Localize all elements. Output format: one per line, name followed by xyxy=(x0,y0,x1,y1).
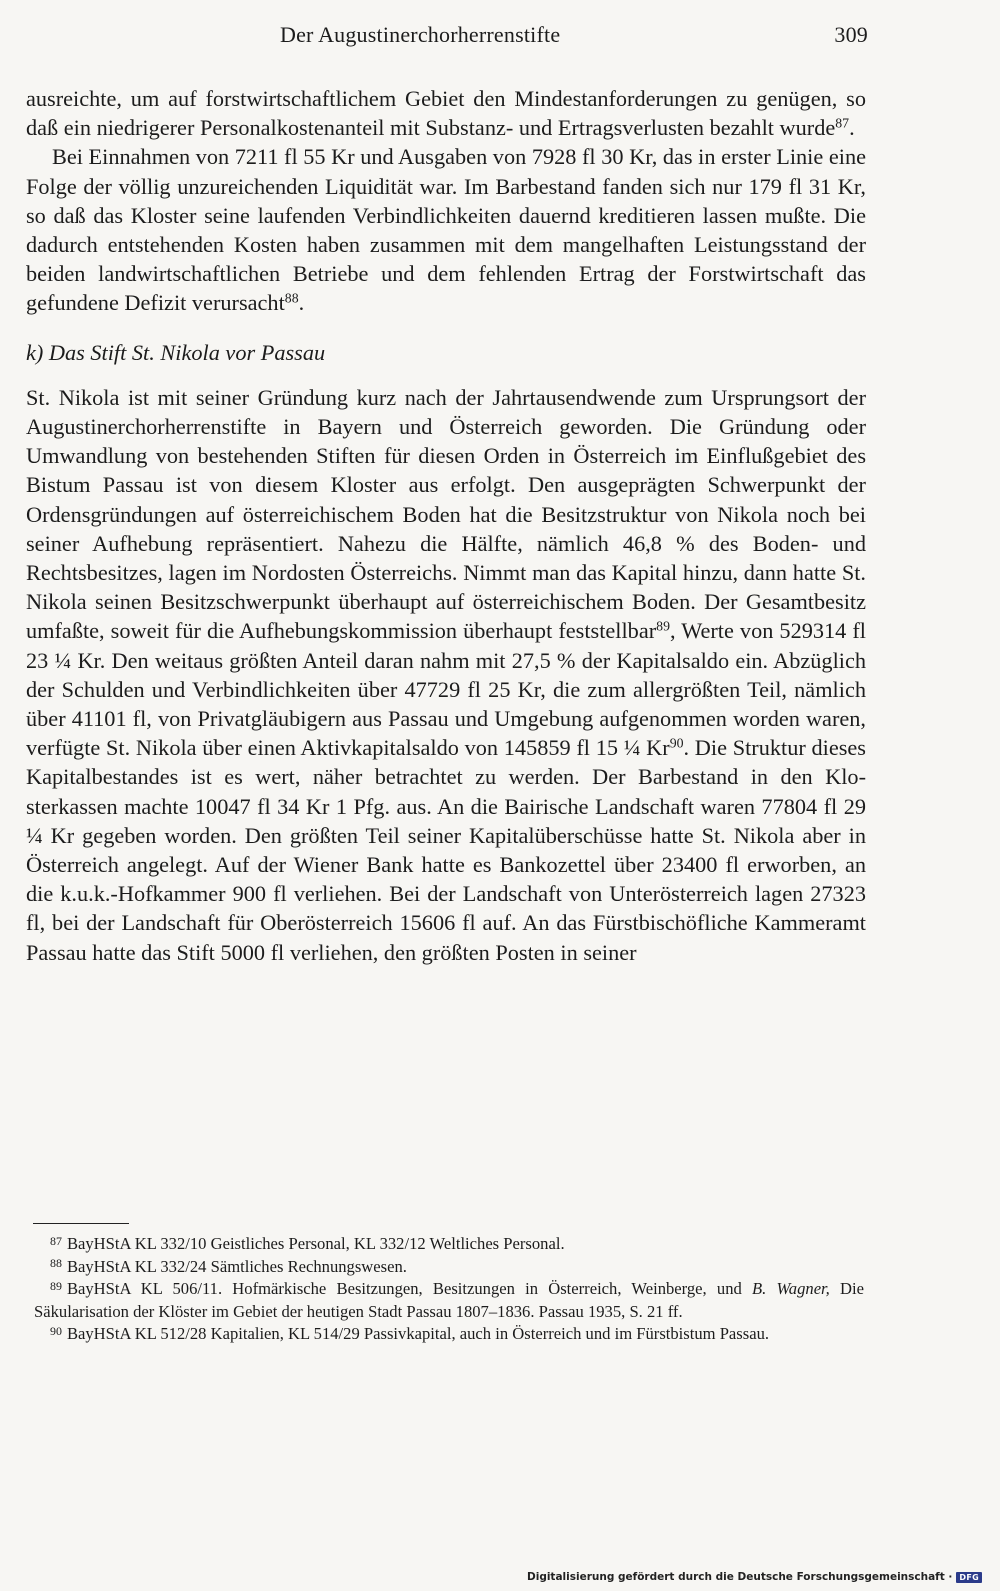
paragraph xyxy=(26,84,866,142)
footnote xyxy=(34,1256,864,1279)
page-number: 309 xyxy=(834,22,868,47)
footnote-number: 89 xyxy=(50,1279,62,1294)
footnote-ref: 89 xyxy=(656,618,670,634)
footnote-author: B. Wagner, xyxy=(752,1279,830,1299)
footnote-text: Die Säkularisation der Klöster im Gebiet der heutigen Stadt Passau 1807–1836. Passau 1935, S. 21 ff. xyxy=(34,1279,864,1321)
paragraph-text: Bei Einnahmen von 7211 fl 55 Kr und Ausgaben von 7928 fl 30 Kr, das in erster Linie eine Folge der völlig unzureichenden Liquidität war. Im Barbestand fanden sich nur 179 fl 31 Kr, so daß das Kloster seine laufenden Verbindlichkeiten dauernd kreditieren lassen mußte. Die dadurch entstehenden Kosten haben zusammen mit dem mangelhaften Leistungsstand der beiden landwirtschaftlichen Betriebe und dem fehlenden Ertrag der Forstwirtschaft das gefundene Defizit verursacht xyxy=(26,144,866,316)
paragraph-text: . Die Struktur dieses Kapitalbestandes ist es wert, näher betrachtet zu werden. Der Barbestand in den Klosterkassen machte 10047 fl 34 Kr 1 Pfg. aus. An die Bairische Landschaft waren 77804 fl 29 ¼ Kr gegeben worden. Den größten Teil seiner Kapitalüberschüsse hatte St. Nikola aber in Österreich angelegt. Auf der Wiener Bank hatte es Bankozettel über 23400 fl erworben, an die k.u.k.-Hofkammer 900 fl verliehen. Bei der Landschaft von Unterösterreich lagen 27323 fl, bei der Landschaft für Oberösterreich 15606 fl auf. An das Fürstbischöfliche Kammeramt Passau hatte das Stift 5000 fl verliehen, den größten Posten in seiner xyxy=(26,735,866,965)
credit-text: Digitalisierung gefördert durch die Deutsche Forschungsgemeinschaft · xyxy=(527,1571,953,1583)
paragraph xyxy=(26,142,866,317)
paragraph-text: . xyxy=(298,290,305,316)
paragraph-text: , Werte von 529314 fl 23 ¼ Kr. Den weitaus größten Anteil daran nahm mit 27,5 % der Kapitalsaldo ein. Abzüglich der Schulden und Verbindlichkeiten über 47729 fl 25 Kr, die zum allergrößten Teil, nämlich über 41101 fl, von Privatgläubigern aus Passau und Umgebung aufgenommen worden waren, verfügte St. Nikola über einen Aktivkapitalsaldo von 145859 fl 15 ¼ Kr xyxy=(26,618,866,761)
paragraph-text: ausreichte, um auf forstwirtschaftlichem Gebiet den Mindestanforderungen zu genügen, so daß ein niedrigerer Personalkostenanteil mit Substanz- und Ertragsverlusten bezahlt wurde xyxy=(26,86,866,141)
footnote-text: BayHStA KL 506/11. Hofmärkische Besitzungen, Besitzungen in Österreich, Weinberge, und xyxy=(66,1279,753,1299)
paragraph xyxy=(26,383,866,967)
footnote-text: BayHStA KL 332/24 Sämtliches Rechnungswesen. xyxy=(66,1256,407,1276)
footnotes xyxy=(34,1233,864,1346)
paragraph-text: . xyxy=(849,115,855,141)
dfg-logo-icon: DFG xyxy=(956,1572,982,1583)
footnote-divider xyxy=(33,1223,129,1224)
footnote-number: 88 xyxy=(50,1256,62,1271)
footnote xyxy=(34,1323,864,1346)
section-heading: k) Das Stift St. Nikola vor Passau xyxy=(26,339,326,365)
footnote xyxy=(34,1278,864,1323)
footnote-ref: 88 xyxy=(284,290,299,306)
footnote-number: 90 xyxy=(50,1324,62,1339)
running-head-title: Der Augustinerchorherrenstifte xyxy=(280,22,561,47)
footnote-number: 87 xyxy=(50,1233,62,1248)
body-text xyxy=(26,84,866,967)
footnote-ref: 87 xyxy=(835,115,850,131)
footnote-text: BayHStA KL 512/28 Kapitalien, KL 514/29 Passivkapital, auch in Österreich und im Fürstbistum Passau. xyxy=(66,1324,770,1344)
footnote xyxy=(34,1233,864,1256)
paragraph-text: St. Nikola ist mit seiner Gründung kurz nach der Jahrtausendwende zum Ursprungsort der Augustinerchorherrenstifte in Bayern und Österreich geworden. Die Gründung oder Umwandlung von bestehenden Stiften für diesen Orden in Österreich im Einflußgebiet des Bistum Passau ist von diesem Kloster aus erfolgt. Den ausgeprägten Schwerpunkt der Ordensgründungen auf österreichischem Boden hat die Besitzstruktur von Nikola noch bei seiner Aufhebung repräsentiert. Nahezu die Hälfte, nämlich 46,8 % des Boden- und Rechtsbesitzes, lagen im Nordosten Österreichs. Nimmt man das Kapital hinzu, dann hatte St. Nikola seinen Besitzschwerpunkt überhaupt auf österreichischem Boden. Der Gesamtbesitz umfaßte, soweit für die Aufhebungskommission überhaupt feststellbar xyxy=(26,384,866,644)
digitization-credit xyxy=(527,1571,982,1583)
footnote-ref: 90 xyxy=(669,735,684,751)
footnote-text: BayHStA KL 332/10 Geistliches Personal, KL 332/12 Weltliches Personal. xyxy=(66,1234,565,1253)
